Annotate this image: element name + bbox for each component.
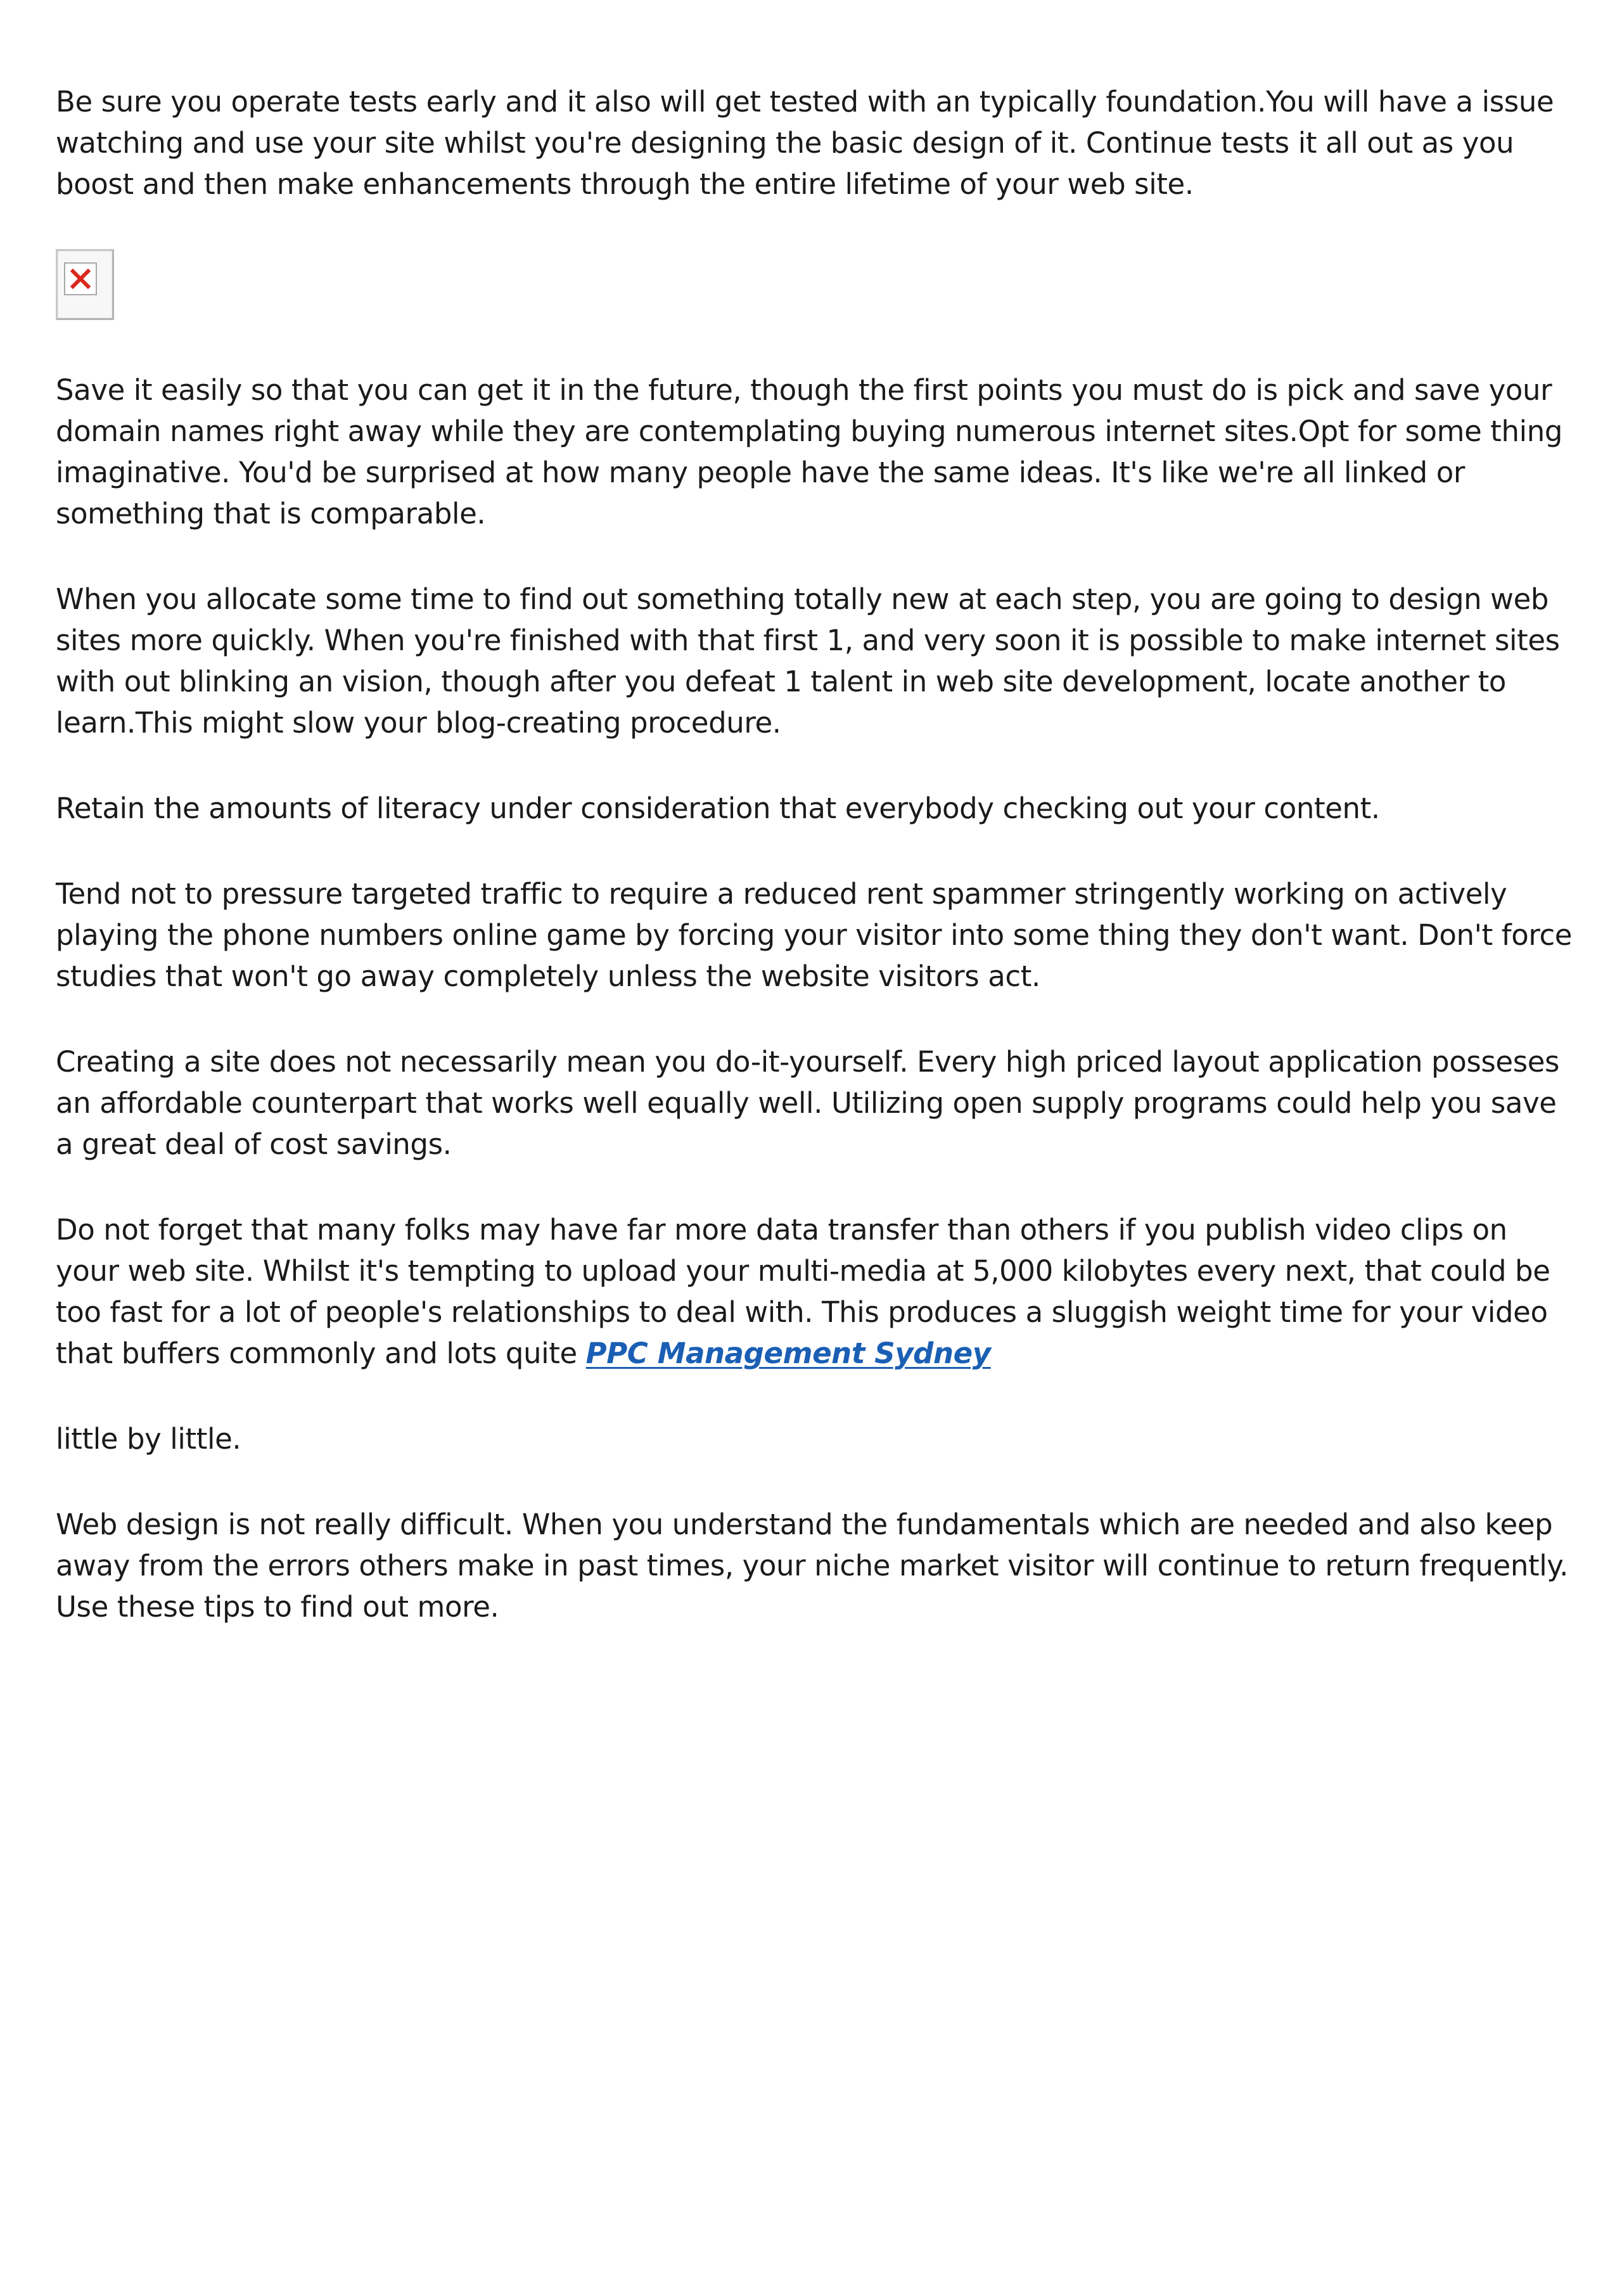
paragraph-conclusion: Web design is not really difficult. When you understand the fundamentals which are needed and also keep away from the errors others make in past times, your niche market visitor will continue to return frequently. Use these tips to find out more. [56,1508,1569,1624]
paragraph-little-by-little: little by little. [56,1422,241,1456]
paragraph-video [56,1209,1576,1374]
ppc-management-link[interactable]: PPC Management Sydney [585,1337,991,1370]
broken-image [56,249,114,320]
paragraph-learning: When you allocate some time to find out something totally new at each step, you are going to design web sites more quickly. When you're finished with that first 1, and very soon it is possible to make internet sites with out blinking an vision, though after you defeat 1 talent in web site development, locate another to learn.This might slow your blog-creating procedure. [56,582,1560,740]
article-body [56,81,1576,1672]
paragraph-traffic: Tend not to pressure targeted traffic to require a reduced rent spammer stringently working on actively playing the phone numbers online game by forcing your visitor into some thing they don't want. Don't force studies that won't go away completely unless the website visitors act. [56,877,1573,993]
paragraph-testing: Be sure you operate tests early and it also will get tested with an typically foundation.You will have a issue watching and use your site whilst you're designing the basic design of it. Continue tests it all out as you boost and then make enhancements through the entire lifetime of your web site. [56,85,1554,201]
broken-image-icon [69,267,92,290]
broken-image-frame [64,262,97,295]
paragraph-domain-names: Save it easily so that you can get it in the future, though the first points you must do is pick and save your domain names right away while they are contemplating buying numerous internet sites.Opt for some thing imaginative. You'd be surprised at how many people have the same ideas. It's like we're all linked or something that is comparable. [56,373,1563,530]
paragraph-video-text: Do not forget that many folks may have far more data transfer than others if you publish video clips on your web site. Whilst it's tempting to upload your multi-media at 5,000 kilobytes every next, that could be too fast for a lot of people's relationships to deal with. This produces a sluggish weight time for your video that buffers commonly and lots quite [56,1213,1550,1370]
paragraph-literacy: Retain the amounts of literacy under consideration that everybody checking out your content. [56,792,1380,825]
paragraph-diy: Creating a site does not necessarily mean you do-it-yourself. Every high priced layout application posseses an affordable counterpart that works well equally well. Utilizing open supply programs could help you save a great deal of cost savings. [56,1045,1560,1161]
